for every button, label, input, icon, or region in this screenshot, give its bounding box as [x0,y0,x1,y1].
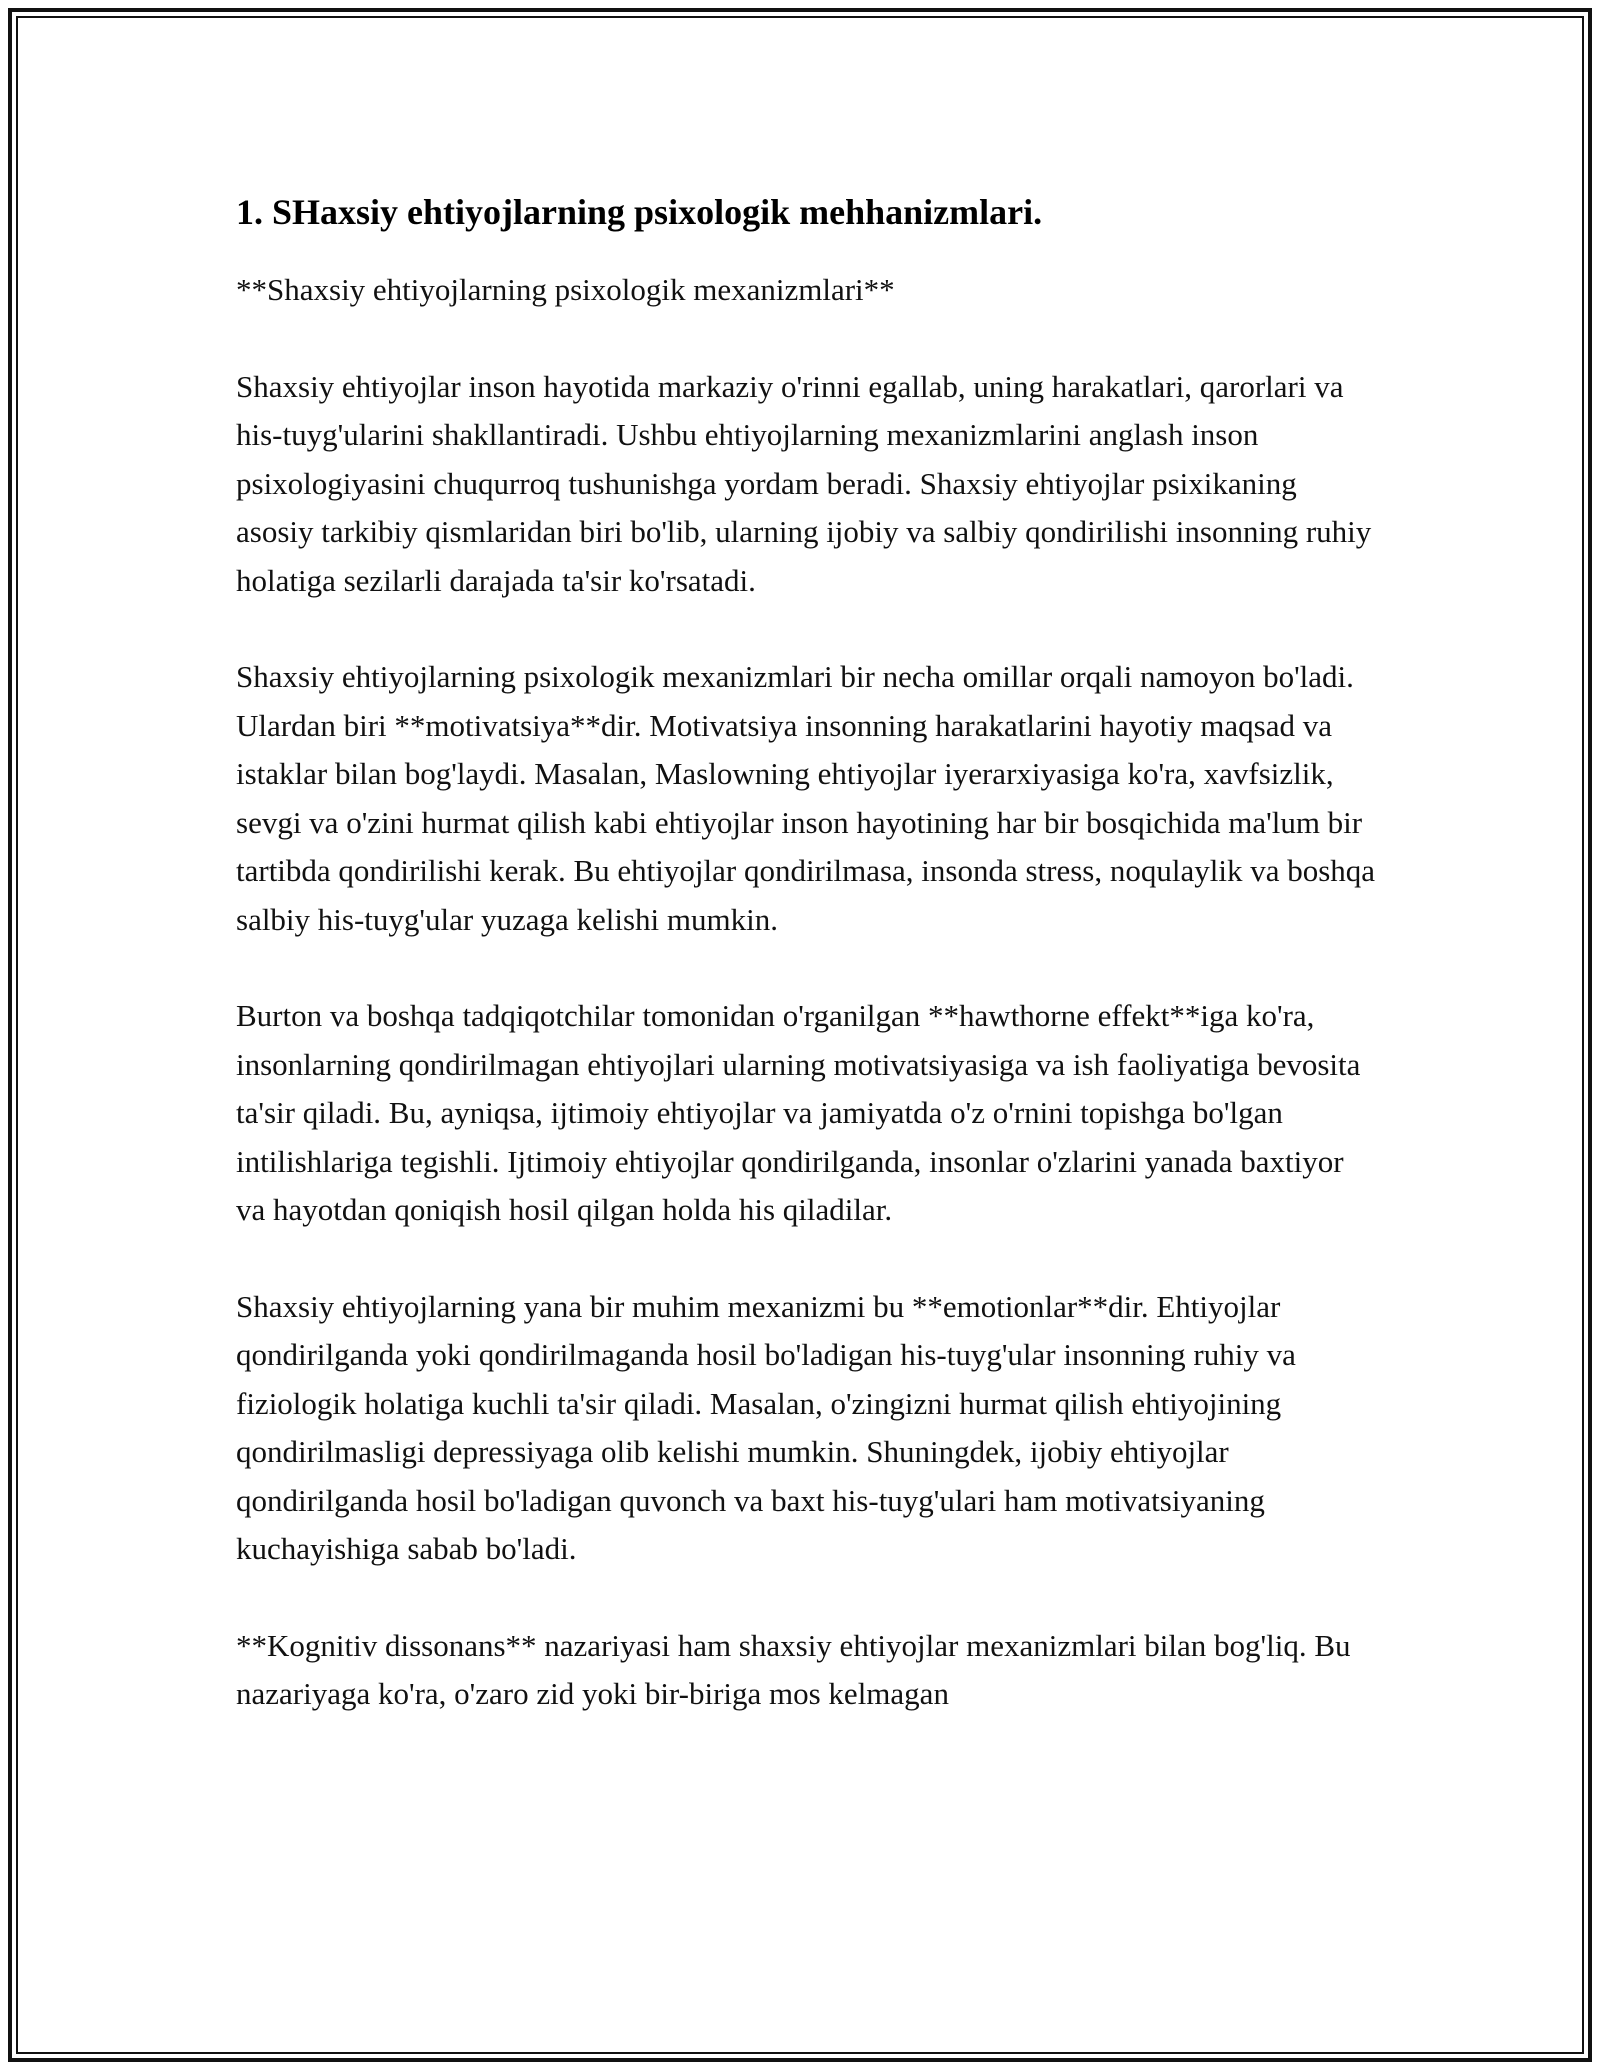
paragraph-1: Shaxsiy ehtiyojlar inson hayotida markaziy o'rinni egallab, uning harakatlari, qarorlari va his-tuyg'ularini shakllantiradi. Ushbu ehtiyojlarning mexanizmlarini anglash inson psixologiyasini chuqurroq tushunishga yordam beradi. Shaxsiy ehtiyojlar psixikaning asosiy tarkibiy qismlaridan biri bo'lib, ularning ijobiy va salbiy qondirilishi insonning ruhiy holatiga sezilarli darajada ta'sir ko'rsatadi. [236,368,1372,598]
document-subtitle: **Shaxsiy ehtiyojlarning psixologik mexanizmlari** [236,272,895,307]
paragraph-3: Burton va boshqa tadqiqotchilar tomonidan o'rganilgan **hawthorne effekt**iga ko'ra, insonlarning qondirilmagan ehtiyojlari ularning motivatsiyasiga va ish faoliyatiga bevosita ta'sir qiladi. Bu, ayniqsa, ijtimoiy ehtiyojlar va jamiyatda o'z o'rnini topishga bo'lgan intilishlariga tegishli. Ijtimoiy ehtiyojlar qondirilganda, insonlar o'zlarini yanada baxtiyor va hayotdan qoniqish hosil qilgan holda his qiladilar. [236,998,1361,1227]
document-body [236,188,1376,1767]
paragraph-4: Shaxsiy ehtiyojlarning yana bir muhim mexanizmi bu **emotionlar**dir. Ehtiyojlar qondirilganda yoki qondirilmaganda hosil bo'ladigan his-tuyg'ular insonning ruhiy va fiziologik holatiga kuchli ta'sir qiladi. Masalan, o'zingizni hurmat qilish ehtiyojining qondirilmasligi depressiyaga olib kelishi mumkin. Shuningdek, ijobiy ehtiyojlar qondirilganda hosil bo'ladigan quvonch va baxt his-tuyg'ulari ham motivatsiyaning kuchayishiga sabab bo'ladi. [236,1288,1296,1566]
document-heading: 1. SHaxsiy ehtiyojlarning psixologik mehhanizmlari. [236,192,1043,232]
paragraph-5: **Kognitiv dissonans** nazariyasi ham shaxsiy ehtiyojlar mexanizmlari bilan bog'liq. Bu nazariyaga ko'ra, o'zaro zid yoki bir-biriga mos kelmagan [236,1627,1351,1711]
paragraph-2: Shaxsiy ehtiyojlarning psixologik mexanizmlari bir necha omillar orqali namoyon bo'ladi. Ulardan biri **motivatsiya**dir. Motivatsiya insonning harakatlarini hayotiy maqsad va istaklar bilan bog'laydi. Masalan, Maslowning ehtiyojlar iyerarxiyasiga ko'ra, xavfsizlik, sevgi va o'zini hurmat qilish kabi ehtiyojlar inson hayotining har bir bosqichida ma'lum bir tartibda qondirilishi kerak. Bu ehtiyojlar qondirilmasa, insonda stress, noqulaylik va boshqa salbiy his-tuyg'ular yuzaga kelishi mumkin. [236,659,1376,937]
